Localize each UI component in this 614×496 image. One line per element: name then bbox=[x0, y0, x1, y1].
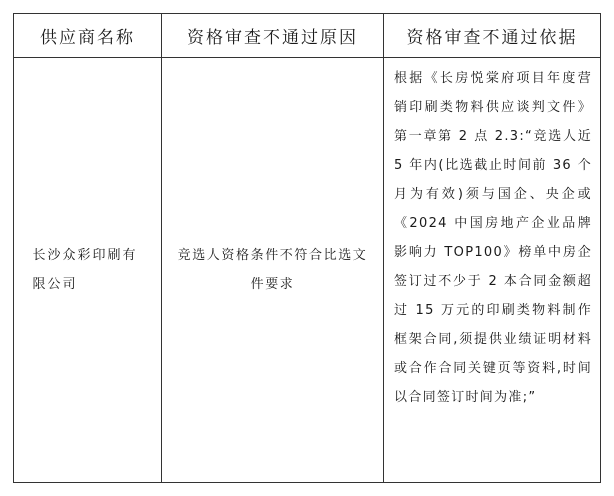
supplier-name: 长沙众彩印刷有限公司 bbox=[32, 248, 138, 292]
disqualification-basis: 根据《长房悦棠府项目年度营销印刷类物料供应谈判文件》第一章第 2 点 2.3:“竞选人近 5 年内(比选截止时间前 36 个月为有效)须与国企、央企或《2024 中国房地产企业品牌影响力 TOP100》榜单中房企签订过不少于 2 本合同金额超过 15 万元的印刷类物料制作框架合同,须提供业绩证明材料或合作合同关键页等资料,时间以合同签订时间为准;” bbox=[394, 71, 592, 405]
disqualification-table bbox=[13, 13, 601, 483]
supplier-cell bbox=[14, 58, 161, 482]
header-disqualification-reason: 资格审查不通过原因 bbox=[161, 14, 383, 57]
header-supplier-name: 供应商名称 bbox=[40, 28, 135, 48]
basis-cell bbox=[383, 58, 600, 482]
table-header-row bbox=[14, 14, 600, 58]
reason-cell bbox=[161, 58, 383, 482]
table-row bbox=[14, 58, 600, 482]
disqualification-reason: 竞选人资格条件不符合比选文件要求 bbox=[177, 248, 368, 292]
header-disqualification-basis: 资格审查不通过依据 bbox=[383, 14, 600, 57]
